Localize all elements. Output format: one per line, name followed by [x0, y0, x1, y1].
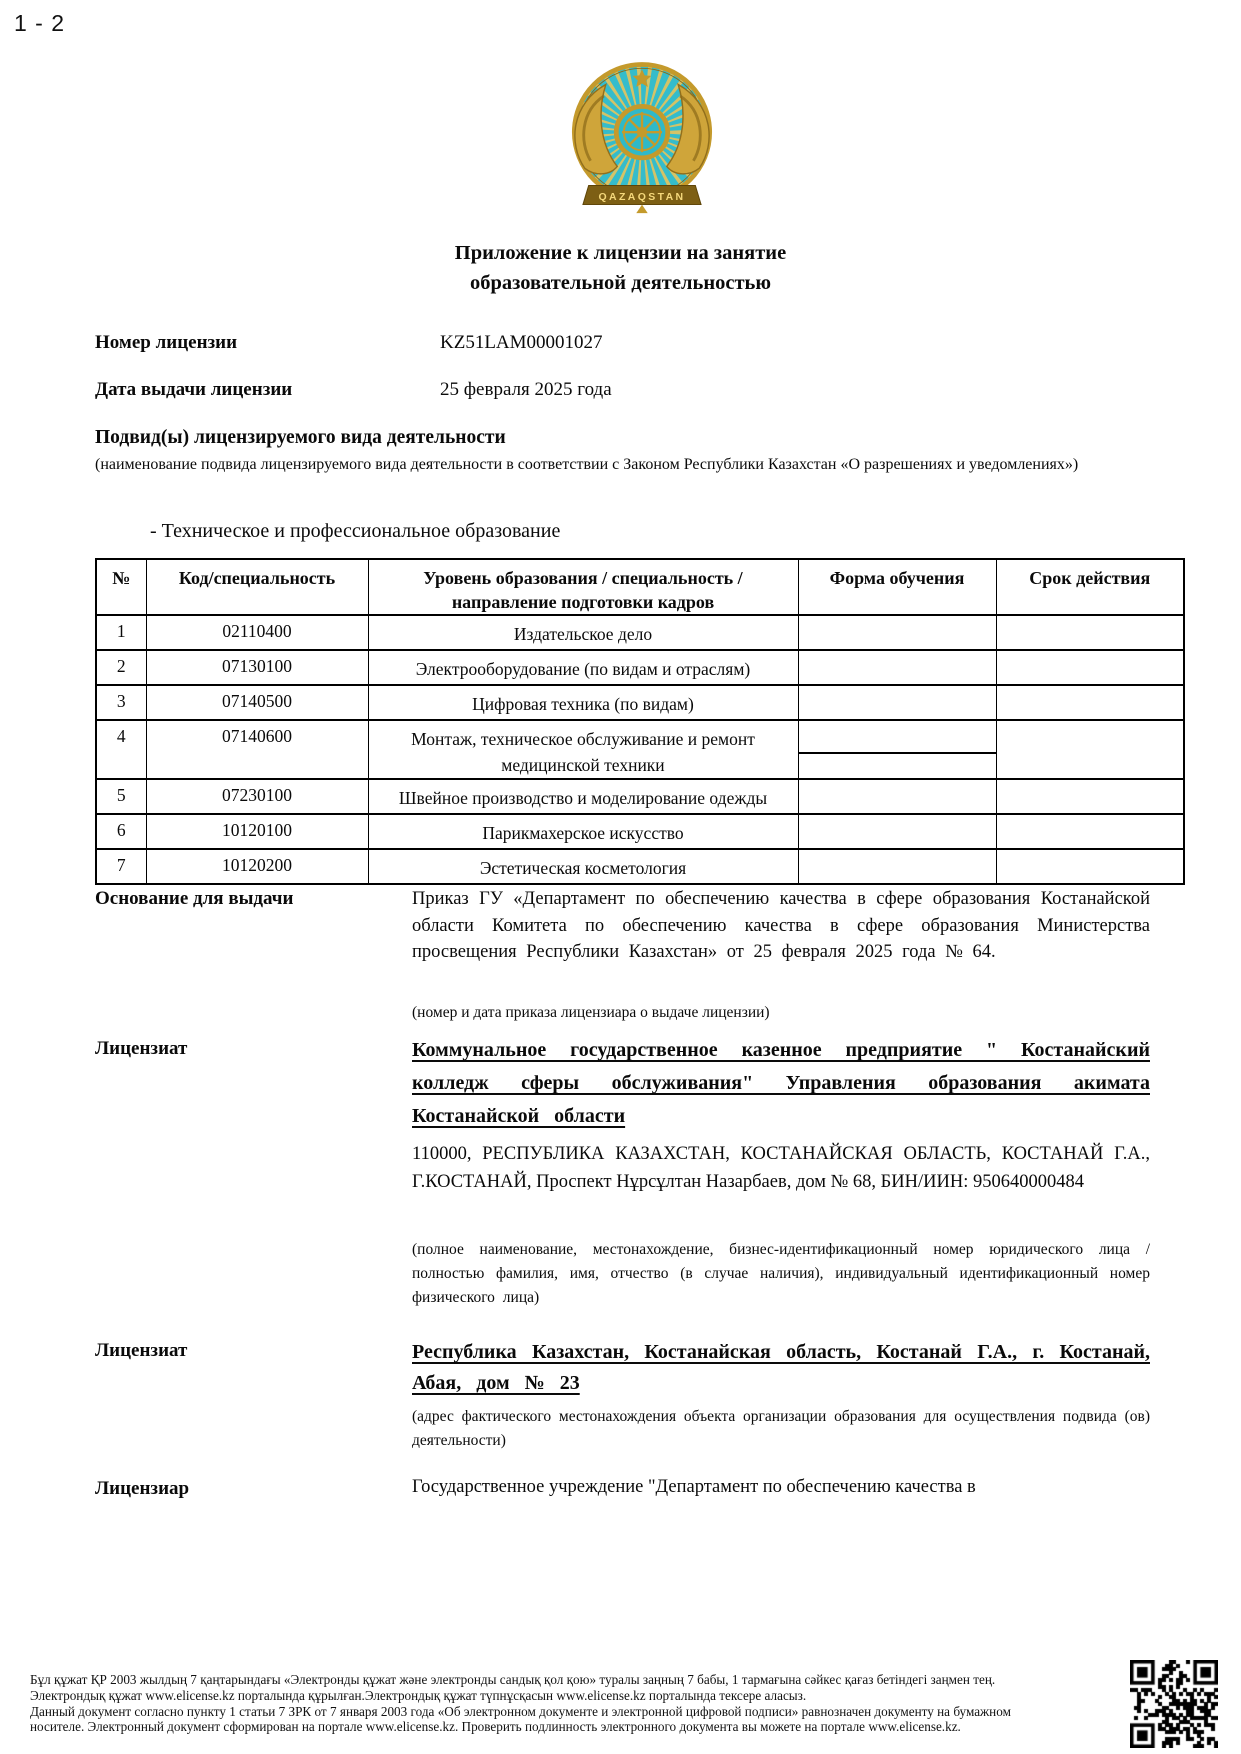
footer-legal-notes	[30, 1672, 1011, 1735]
footer-note-kk-1: Бұл құжат ҚР 2003 жылдың 7 қаңтарындағы «Электронды құжат және электронды сандық қол қою» туралы заңның 7 бабы, 1 тармағына сәйкес қағаз бетіндегі заңмен тең.	[30, 1672, 996, 1687]
subtype-heading: Подвид(ы) лицензируемого вида деятельности	[95, 427, 506, 448]
cell-num: 6	[96, 814, 146, 849]
cell-level: Электрооборудование (по видам и отраслям)	[368, 650, 798, 685]
cell-level: Парикмахерское искусство	[368, 814, 798, 849]
document-title-line1: Приложение к лицензии на занятие	[454, 242, 787, 264]
licensor-label: Лицензиар	[95, 1478, 190, 1499]
document-title	[0, 238, 1241, 298]
table-row	[96, 849, 1184, 884]
column-header-num: №	[96, 559, 146, 615]
cell-term	[996, 685, 1184, 720]
table-row	[96, 814, 1184, 849]
kazakhstan-coat-of-arms-icon	[556, 54, 728, 216]
subtype-hint: (наименование подвида лицензируемого вида деятельности в соответствии с Законом Республики Казахстан «О разрешениях и уведомлениях»)	[95, 456, 1079, 473]
cell-num: 2	[96, 650, 146, 685]
cell-form	[798, 650, 996, 685]
cell-term	[996, 615, 1184, 650]
table-row	[96, 615, 1184, 650]
column-header-form: Форма обучения	[798, 559, 996, 615]
cell-form-split	[798, 720, 996, 779]
column-header-code: Код/специальность	[146, 559, 368, 615]
licensee-hint: (полное наименование, местонахождение, бизнес-идентификационный номер юридического лица / полностью фамилия, имя, отчество (в случае наличия), индивидуальный идентификационный номер физического лица)	[412, 1241, 1150, 1306]
qr-code	[1130, 1660, 1218, 1748]
cell-num: 1	[96, 615, 146, 650]
footer-note-ru-1: Данный документ согласно пункту 1 статьи 7 ЗРК от 7 января 2003 года «Об электронном документе и электронной цифровой подписи» равнозначен документу на бумажном	[30, 1703, 1011, 1719]
column-header-level: Уровень образования / специальность / направление подготовки кадров	[368, 559, 798, 615]
table-row	[96, 779, 1184, 814]
cell-level: Эстетическая косметология	[368, 849, 798, 884]
cell-num: 3	[96, 685, 146, 720]
specialties-table	[95, 558, 1185, 885]
issue-date-value: 25 февраля 2025 года	[440, 379, 612, 400]
cell-code: 10120100	[146, 814, 368, 849]
license-number-label: Номер лицензии	[95, 332, 238, 353]
cell-term	[996, 650, 1184, 685]
issue-date-label: Дата выдачи лицензии	[95, 379, 293, 400]
education-type: - Техническое и профессиональное образование	[150, 520, 561, 542]
footer-note-kk-2: Электрондық құжат www.elicense.kz порталында құрылған.Электрондық құжат түпнұсқасын www.elicense.kz порталында тексере аласыз.	[30, 1687, 807, 1703]
cell-form	[798, 814, 996, 849]
cell-level: Швейное производство и моделирование одежды	[368, 779, 798, 814]
cell-term	[996, 814, 1184, 849]
cell-code: 02110400	[146, 615, 368, 650]
basis-value: Приказ ГУ «Департамент по обеспечению качества в сфере образования Костанайской области Комитета по обеспечению качества в сфере образования Министерства просвещения Республики Казахстан» от 25 февраля 2025 года № 64.	[412, 889, 1150, 962]
cell-level: Издательское дело	[368, 615, 798, 650]
cell-form	[798, 685, 996, 720]
cell-term	[996, 849, 1184, 884]
table-header-row	[96, 559, 1184, 615]
cell-num: 4	[96, 720, 146, 779]
licensee-location-hint: (адрес фактического местонахождения объекта организации образования для осуществления подвида (ов) деятельности)	[412, 1408, 1150, 1449]
footer-note-ru-2: носителе. Электронный документ сформирован на портале www.elicense.kz. Проверить подлинность электронного документа вы можете на портале www.elicense.kz.	[30, 1719, 961, 1735]
basis-label: Основание для выдачи	[95, 888, 294, 909]
cell-code: 07140600	[146, 720, 368, 779]
license-number-value: KZ51LAM00001027	[440, 332, 603, 353]
licensee-location-value: Республика Казахстан, Костанайская область, Костанай Г.А., г. Костанай, Абая, дом № 23	[412, 1341, 1150, 1394]
cell-form	[798, 779, 996, 814]
table-row	[96, 685, 1184, 720]
cell-form	[798, 615, 996, 650]
cell-num: 5	[96, 779, 146, 814]
basis-hint: (номер и дата приказа лицензиара о выдаче лицензии)	[412, 1004, 770, 1021]
column-header-term: Срок действия	[996, 559, 1184, 615]
cell-code: 07130100	[146, 650, 368, 685]
licensee-name: Коммунальное государственное казенное предприятие " Костанайский колледж сферы обслуживания" Управления образования акимата Костанайской области	[412, 1039, 1150, 1127]
cell-code: 07230100	[146, 779, 368, 814]
licensee-address: 110000, РЕСПУБЛИКА КАЗАХСТАН, КОСТАНАЙСКАЯ ОБЛАСТЬ, КОСТАНАЙ Г.А., Г.КОСТАНАЙ, Проспект Нұрсұлтан Назарбаев, дом № 68, БИН/ИИН: 950640000484	[412, 1144, 1150, 1192]
emblem-banner-text: QAZAQSTAN	[598, 191, 686, 203]
cell-level: Цифровая техника (по видам)	[368, 685, 798, 720]
cell-num: 7	[96, 849, 146, 884]
licensor-value: Государственное учреждение "Департамент по обеспечению качества в	[412, 1477, 976, 1497]
cell-term	[996, 720, 1184, 779]
cell-form	[798, 849, 996, 884]
cell-level: Монтаж, техническое обслуживание и ремонт медицинской техники	[368, 720, 798, 779]
licensee-label: Лицензиат	[95, 1038, 188, 1059]
licensee-location-label: Лицензиат	[95, 1340, 188, 1361]
cell-term	[996, 779, 1184, 814]
table-row	[96, 720, 1184, 779]
cell-code: 07140500	[146, 685, 368, 720]
table-row	[96, 650, 1184, 685]
page-number-marker: 1 - 2	[14, 10, 66, 36]
document-title-line2: образовательной деятельностью	[469, 272, 772, 294]
cell-code: 10120200	[146, 849, 368, 884]
